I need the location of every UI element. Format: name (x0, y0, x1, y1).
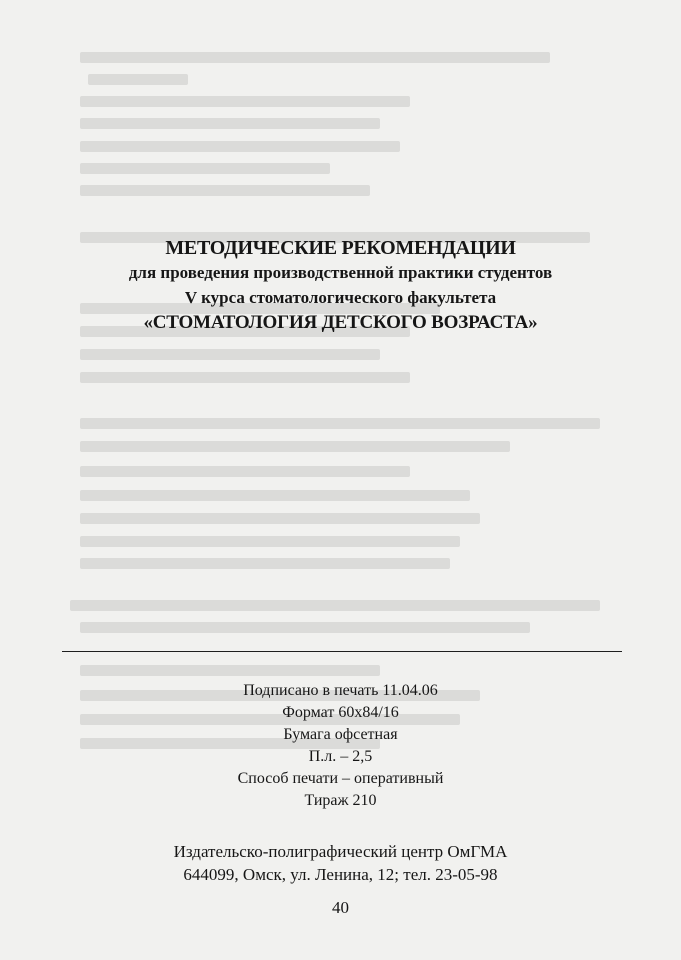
publisher-address: 644099, Омск, ул. Ленина, 12; тел. 23-05-98 (183, 865, 498, 884)
imprint-run: Тираж 210 (304, 792, 377, 809)
publisher-block (0, 840, 681, 886)
page-number: 40 (332, 898, 349, 917)
imprint-signed: Подписано в печать 11.04.06 (243, 682, 438, 699)
imprint-paper: Бумага офсетная (283, 726, 398, 743)
document-title (0, 236, 681, 336)
imprint-sheets: П.л. – 2,5 (308, 748, 373, 765)
publisher-name: Издательско-полиграфический центр ОмГМА (173, 842, 508, 861)
title-line-3: V курса стоматологического факультета (184, 288, 497, 307)
title-line-2: для проведения производственной практики студентов (128, 263, 553, 282)
imprint-format: Формат 60х84/16 (282, 704, 399, 721)
imprint-block (0, 680, 681, 812)
horizontal-divider (62, 651, 622, 652)
title-line-1: МЕТОДИЧЕСКИЕ РЕКОМЕНДАЦИИ (165, 237, 516, 259)
imprint-print-method: Способ печати – оперативный (237, 770, 444, 787)
title-line-4: «СТОМАТОЛОГИЯ ДЕТСКОГО ВОЗРАСТА» (143, 312, 538, 333)
